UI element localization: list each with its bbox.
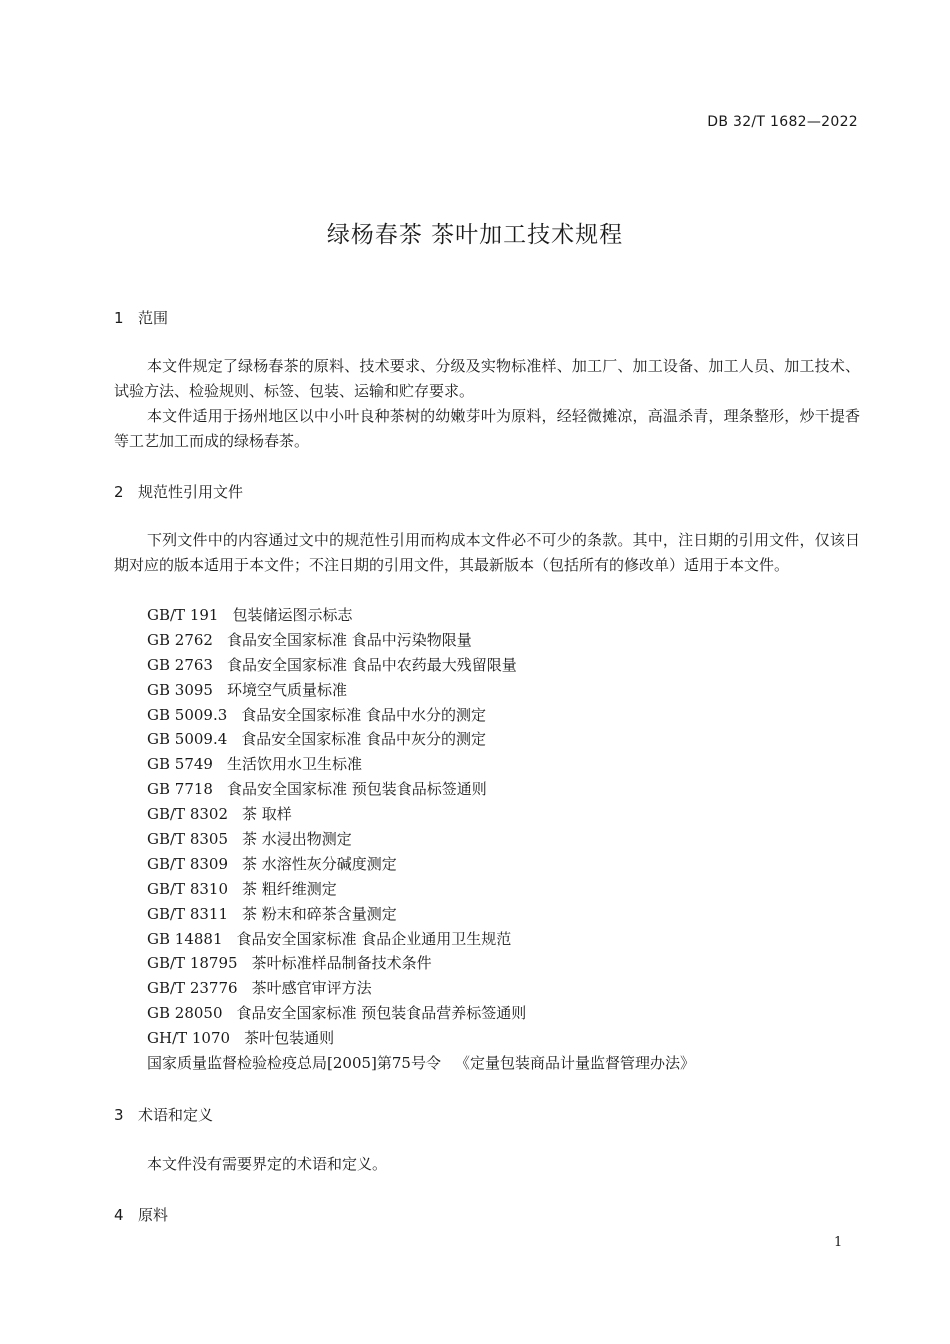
reference-item <box>147 927 695 952</box>
reference-title: 茶叶标准样品制备技术条件 <box>251 954 432 973</box>
document-title: 绿杨春茶 茶叶加工技术规程 <box>326 222 624 248</box>
section-1-heading <box>114 307 168 328</box>
reference-item <box>147 902 695 927</box>
reference-item <box>147 727 695 752</box>
reference-code: GB 5009.3 <box>147 705 228 724</box>
section-3-paragraph: 本文件没有需要界定的术语和定义。 <box>147 1155 388 1173</box>
reference-title: 食品安全国家标准 预包装食品标签通则 <box>226 780 487 799</box>
reference-code: GB 2762 <box>147 630 213 649</box>
reference-code: GB/T 8310 <box>147 879 229 898</box>
reference-list <box>147 603 695 1076</box>
reference-item <box>147 777 695 802</box>
reference-title: 环境空气质量标准 <box>226 680 347 699</box>
reference-item <box>147 703 695 728</box>
reference-code: GB 5009.4 <box>147 730 228 749</box>
reference-code: GB/T 191 <box>147 606 219 624</box>
reference-code: 国家质量监督检验检疫总局[2005]第75号令 <box>147 1054 441 1073</box>
reference-title: 食品安全国家标准 食品企业通用卫生规范 <box>236 929 512 948</box>
reference-title: 茶叶感官审评方法 <box>251 979 372 998</box>
section-title: 范围 <box>138 309 169 327</box>
reference-title: 茶 水溶性灰分碱度测定 <box>242 854 397 873</box>
reference-item <box>147 802 695 827</box>
section-number: 1 <box>114 309 124 327</box>
section-title: 原料 <box>138 1206 169 1224</box>
reference-code: GH/T 1070 <box>147 1029 231 1048</box>
reference-item <box>147 603 695 628</box>
reference-title: 茶 粗纤维测定 <box>242 879 337 898</box>
reference-title: 茶 取样 <box>242 805 292 824</box>
reference-title: 食品安全国家标准 预包装食品营养标签通则 <box>236 1004 527 1023</box>
reference-title: 食品安全国家标准 食品中灰分的测定 <box>241 730 487 749</box>
reference-item <box>147 1051 695 1076</box>
section-2-intro: 下列文件中的内容通过文中的规范性引用而构成本文件必不可少的条款。其中，注日期的引用文件，仅该日期对应的版本适用于本文件；不注日期的引用文件，其最新版本（包括所有的修改单）适用于本文件。 <box>114 531 860 574</box>
reference-code: GB/T 18795 <box>147 954 238 973</box>
reference-item <box>147 1026 695 1051</box>
section-1-paragraph-1: 本文件规定了绿杨春茶的原料、技术要求、分级及实物标准样、加工厂、加工设备、加工人员、加工技术、试验方法、检验规则、标签、包装、运输和贮存要求。 <box>114 357 860 400</box>
section-4-heading <box>114 1204 168 1225</box>
reference-title: 《定量包装商品计量监督管理办法》 <box>454 1054 695 1073</box>
reference-item <box>147 951 695 976</box>
reference-code: GB/T 8311 <box>147 904 229 923</box>
reference-title: 茶 水浸出物测定 <box>242 830 352 849</box>
reference-item <box>147 752 695 777</box>
reference-code: GB/T 8305 <box>147 830 229 849</box>
reference-title: 食品安全国家标准 食品中农药最大残留限量 <box>226 655 517 674</box>
document-number: DB 32/T 1682—2022 <box>707 114 858 130</box>
reference-title: 茶 粉末和碎茶含量测定 <box>242 904 397 923</box>
page-number: 1 <box>834 1235 843 1250</box>
reference-code: GB/T 23776 <box>147 979 238 998</box>
reference-title: 茶叶包装通则 <box>244 1029 335 1048</box>
reference-code: GB/T 8302 <box>147 805 229 824</box>
reference-item <box>147 827 695 852</box>
reference-code: GB/T 8309 <box>147 854 229 873</box>
reference-code: GB 7718 <box>147 780 213 799</box>
reference-item <box>147 877 695 902</box>
section-3-heading <box>114 1104 213 1125</box>
reference-item <box>147 976 695 1001</box>
reference-title: 食品安全国家标准 食品中水分的测定 <box>241 705 487 724</box>
reference-code: GB 28050 <box>147 1004 223 1023</box>
section-1-paragraph-2: 本文件适用于扬州地区以中小叶良种茶树的幼嫩芽叶为原料，经轻微摊凉，高温杀青，理条整形，炒干提香等工艺加工而成的绿杨春茶。 <box>114 407 860 450</box>
reference-code: GB 2763 <box>147 655 213 674</box>
reference-title: 食品安全国家标准 食品中污染物限量 <box>226 630 472 649</box>
reference-code: GB 14881 <box>147 929 223 948</box>
reference-title: 生活饮用水卫生标准 <box>226 755 362 774</box>
reference-title: 包装储运图示标志 <box>232 606 353 624</box>
section-title: 术语和定义 <box>138 1106 214 1124</box>
reference-item <box>147 678 695 703</box>
reference-code: GB 5749 <box>147 755 213 774</box>
reference-item <box>147 653 695 678</box>
reference-item <box>147 852 695 877</box>
section-number: 4 <box>114 1206 124 1224</box>
section-number: 2 <box>114 483 124 501</box>
section-2-heading <box>114 481 243 502</box>
reference-code: GB 3095 <box>147 680 213 699</box>
section-number: 3 <box>114 1106 124 1124</box>
reference-item <box>147 628 695 653</box>
section-title: 规范性引用文件 <box>138 483 244 501</box>
reference-item <box>147 1001 695 1026</box>
